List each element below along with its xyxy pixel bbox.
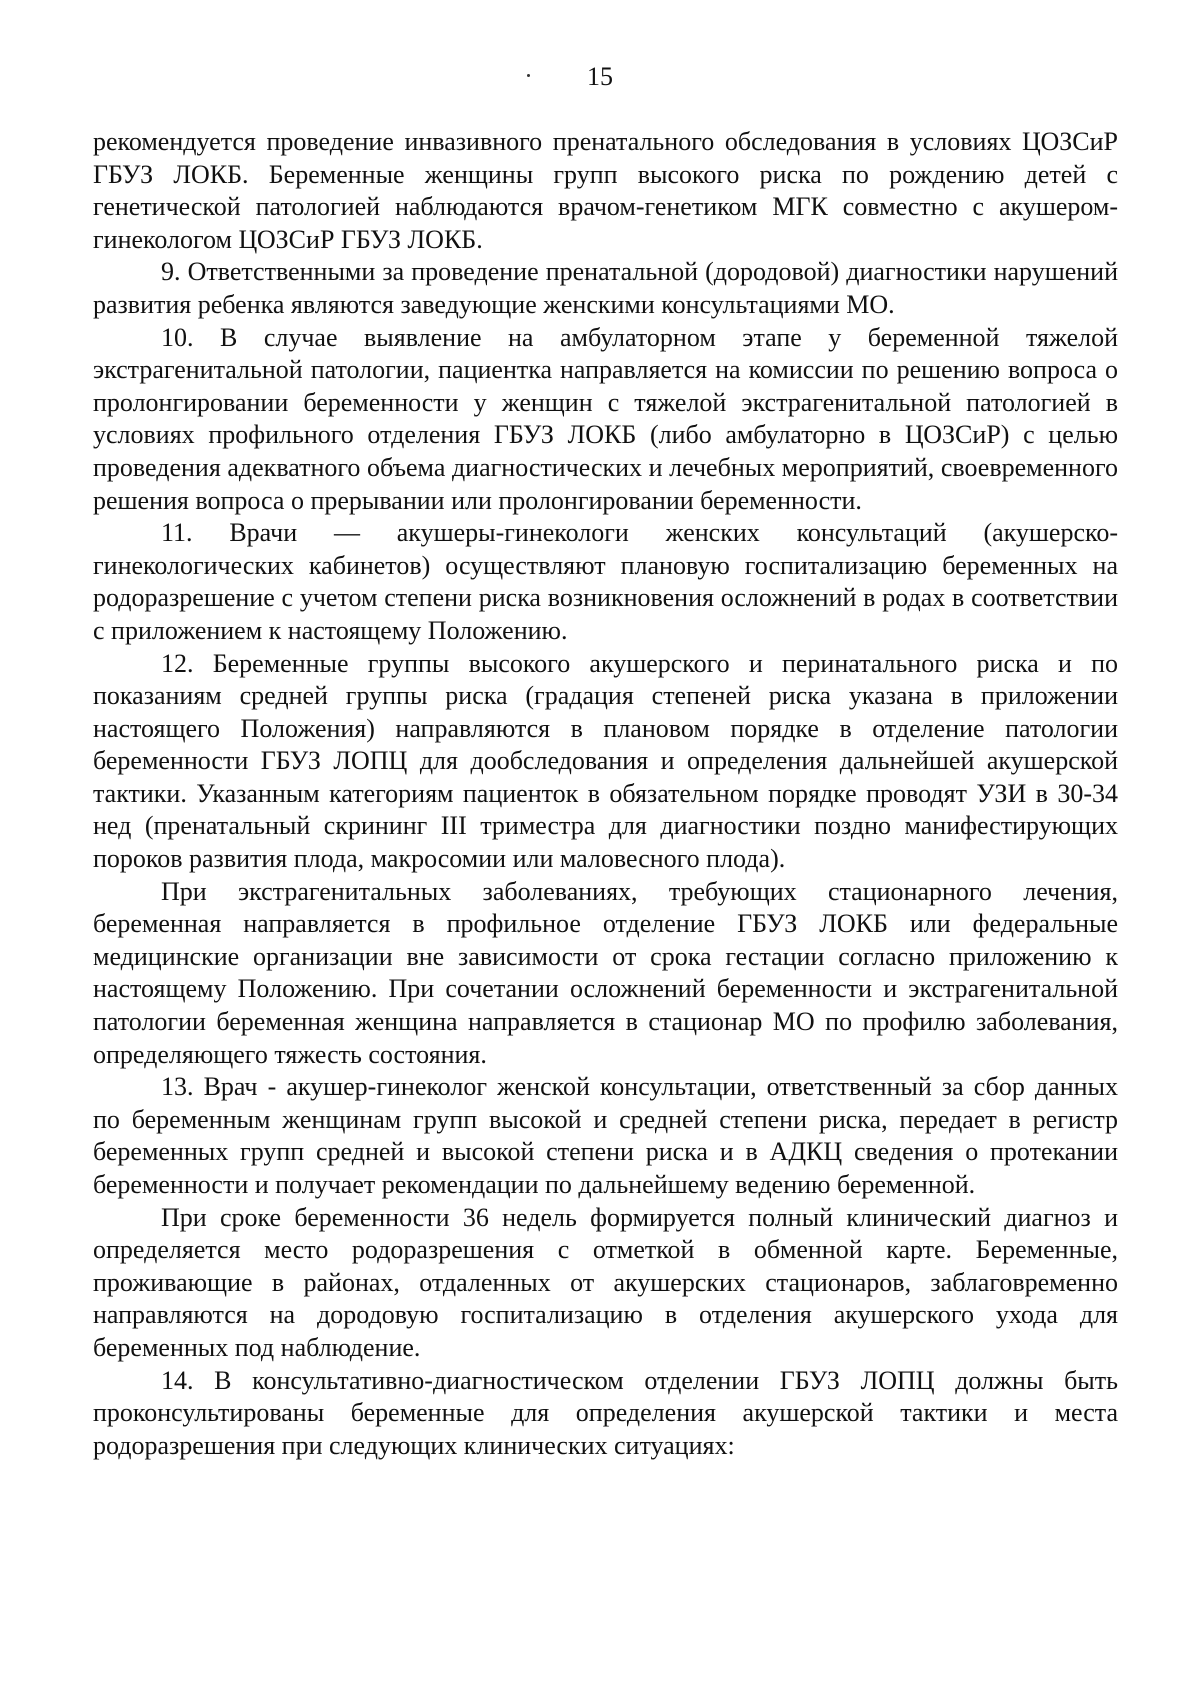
paragraph-item-14: 14. В консультативно-диагностическом отделении ГБУЗ ЛОПЦ должны быть проконсультированы беременные для определения акушерской тактики и места родоразрешения при следующих клинических ситуациях: (93, 1365, 1118, 1460)
paragraph-item-11: 11. Врачи — акушеры-гинекологи женских консультаций (акушерско-гинекологических кабинетов) осуществляют плановую госпитализацию беременных на родоразрешение с учетом степени риска возникновения осложнений в родах в соответствии с приложением к настоящему Положению. (93, 518, 1118, 645)
document-body (93, 126, 1118, 1462)
paragraph-item-13: 13. Врач - акушер-гинеколог женской консультации, ответственный за сбор данных по беременным женщинам групп высокой и средней степени риска, передает в регистр беременных групп средней и высокой степени риска и в АДКЦ сведения о протекании беременности и получает рекомендации по дальнейшему ведению беременной. (93, 1072, 1118, 1199)
paragraph-continuation: рекомендуется проведение инвазивного пренатального обследования в условиях ЦОЗСиР ГБУЗ ЛОКБ. Беременные женщины групп высокого риска по рождению детей с генетической патологией наблюдаются врачом-генетиком МГК совместно с акушером-гинекологом ЦОЗСиР ГБУЗ ЛОКБ. (93, 127, 1118, 254)
paragraph-item-9: 9. Ответственными за проведение пренатальной (дородовой) диагностики нарушений развития ребенка являются заведующие женскими консультациями МО. (93, 257, 1118, 319)
page-number: 15 (587, 62, 613, 91)
paragraph-extragenital-diseases: При экстрагенитальных заболеваниях, требующих стационарного лечения, беременная направляется в профильное отделение ГБУЗ ЛОКБ или федеральные медицинские организации вне зависимости от срока гестации согласно приложению к настоящему Положению. При сочетании осложнений беременности и экстрагенитальной патологии беременная женщина направляется в стационар МО по профилю заболевания, определяющего тяжесть состояния. (93, 876, 1118, 1069)
paragraph-36-weeks: При сроке беременности 36 недель формируется полный клинический диагноз и определяется место родоразрешения с отметкой в обменной карте. Беременные, проживающие в районах, отдаленных от акушерских стационаров, заблаговременно направляются на дородовую госпитализацию в отделения акушерского ухода для беременных под наблюдение. (93, 1202, 1118, 1362)
paragraph-item-12: 12. Беременные группы высокого акушерского и перинатального риска и по показаниям средней группы риска (градация степеней риска указана в приложении настоящего Положения) направляются в плановом порядке в отделение патологии беременности ГБУЗ ЛОПЦ для дообследования и определения дальнейшей акушерской тактики. Указанным категориям пациенток в обязательном порядке проводят УЗИ в 30-34 нед (пренатальный скрининг III триместра для диагностики поздно манифестирующих пороков развития плода, макросомии или маловесного плода). (93, 648, 1118, 874)
paragraph-item-10: 10. В случае выявление на амбулаторном этапе у беременной тяжелой экстрагенитальной патологии, пациентка направляется на комиссии по решению вопроса о пролонгировании беременности у женщин с тяжелой экстрагенитальной патологией в условиях профильного отделения ГБУЗ ЛОКБ (либо амбулаторно в ЦОЗСиР) с целью проведения адекватного объема диагностических и лечебных мероприятий, своевременного решения вопроса о прерывании или пролонгировании беременности. (93, 322, 1118, 515)
